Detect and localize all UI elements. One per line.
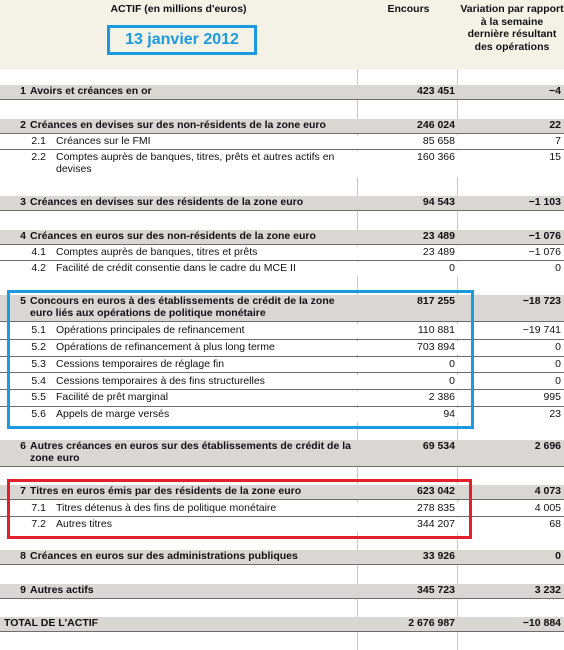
row-variation: 995 xyxy=(543,391,561,403)
row-encours: 94 xyxy=(443,408,455,420)
row-number: 7.1 xyxy=(31,502,46,514)
row-label: Concours en euros à des établissements de crédit de la zone euro liés aux opérations de politique monétaire xyxy=(30,295,335,319)
row-label: Autres créances en euros sur des établissements de crédit de la zone euro xyxy=(30,440,351,464)
row-number: 4.2 xyxy=(31,262,46,274)
total-encours: 2 676 987 xyxy=(408,617,455,629)
row-divider xyxy=(0,149,564,150)
row-variation: 0 xyxy=(555,341,561,353)
row-encours: 23 489 xyxy=(422,230,455,242)
row-encours: 0 xyxy=(449,358,455,370)
row-variation: 4 073 xyxy=(534,485,561,497)
row-variation: 23 xyxy=(549,408,561,420)
row-number: 7 xyxy=(20,485,26,497)
row-divider xyxy=(0,466,564,467)
row-variation: 0 xyxy=(555,262,561,274)
column-header-encours: Encours xyxy=(387,3,430,15)
row-divider xyxy=(0,244,564,245)
column-header-variation: Variation par rapport à la semaine dernière résultant des opérations xyxy=(460,3,564,53)
row-encours: 278 835 xyxy=(417,502,455,514)
row-divider xyxy=(0,133,564,134)
row-divider xyxy=(0,631,564,632)
row-label: Titres détenus à des fins de politique monétaire xyxy=(56,502,277,514)
table-row xyxy=(0,135,564,149)
highlight-box-red xyxy=(7,479,472,539)
row-label: Créances en euros sur des administrations publiques xyxy=(30,550,298,562)
row-number: 5.2 xyxy=(31,341,46,353)
row-number: 3 xyxy=(20,196,26,208)
row-number: 9 xyxy=(20,584,26,596)
row-label: Opérations de refinancement à plus long terme xyxy=(56,341,275,353)
row-encours: 0 xyxy=(449,262,455,274)
table-row xyxy=(0,119,564,133)
row-encours: 0 xyxy=(449,375,455,387)
row-number: 5.3 xyxy=(31,358,46,370)
row-encours: 69 534 xyxy=(422,440,455,452)
row-number: 5 xyxy=(20,295,26,307)
row-encours: 246 024 xyxy=(417,119,455,131)
row-variation: 22 xyxy=(549,119,561,131)
row-variation: 7 xyxy=(555,135,561,147)
table-title: ACTIF (en millions d'euros) xyxy=(110,3,247,15)
row-label: Comptes auprès de banques, titres et prêts xyxy=(56,246,258,258)
row-label: Facilité de prêt marginal xyxy=(56,391,169,403)
row-label: Comptes auprès de banques, titres, prêts et autres actifs en devises xyxy=(56,151,335,175)
row-number: 2.1 xyxy=(31,135,46,147)
total-row xyxy=(0,617,564,631)
table-row xyxy=(0,230,564,244)
row-label: Autres actifs xyxy=(30,584,94,596)
row-encours: 345 723 xyxy=(417,584,455,596)
row-divider xyxy=(0,598,564,599)
table-row xyxy=(0,196,564,210)
total-label: TOTAL DE L'ACTIF xyxy=(4,617,99,629)
row-number: 4 xyxy=(20,230,26,242)
row-divider xyxy=(0,260,564,261)
row-encours: 703 894 xyxy=(417,341,455,353)
row-encours: 344 207 xyxy=(417,518,455,530)
row-label: Créances en devises sur des résidents de la zone euro xyxy=(30,196,304,208)
table-header xyxy=(0,0,564,69)
row-number: 2 xyxy=(20,119,26,131)
row-label: Facilité de crédit consentie dans le cadre du MCE II xyxy=(56,262,296,274)
row-encours: 817 255 xyxy=(417,295,455,307)
row-number: 6 xyxy=(20,440,26,452)
row-variation: 4 005 xyxy=(534,502,561,514)
row-variation: −19 741 xyxy=(522,324,561,336)
row-encours: 160 366 xyxy=(417,151,455,163)
row-label: Créances en euros sur des non-résidents de la zone euro xyxy=(30,230,316,242)
row-label: Cessions temporaires de réglage fin xyxy=(56,358,225,370)
row-divider xyxy=(0,99,564,100)
row-variation: 68 xyxy=(549,518,561,530)
table-row xyxy=(0,151,564,177)
row-variation: −1 103 xyxy=(528,196,561,208)
row-number: 5.5 xyxy=(31,391,46,403)
row-label: Titres en euros émis par des résidents de la zone euro xyxy=(30,485,302,497)
row-number: 1 xyxy=(20,85,26,97)
row-encours: 85 658 xyxy=(422,135,455,147)
row-variation: −1 076 xyxy=(528,246,561,258)
row-variation: 0 xyxy=(555,358,561,370)
row-encours: 423 451 xyxy=(417,85,455,97)
row-variation: 2 696 xyxy=(534,440,561,452)
table-row xyxy=(0,85,564,99)
highlight-box-blue xyxy=(7,290,474,429)
row-number: 5.6 xyxy=(31,408,46,420)
table-row xyxy=(0,246,564,260)
row-number: 5.1 xyxy=(31,324,46,336)
row-label: Créances sur le FMI xyxy=(56,135,151,147)
row-variation: −1 076 xyxy=(528,230,561,242)
row-number: 5.4 xyxy=(31,375,46,387)
row-encours: 33 926 xyxy=(422,550,455,562)
row-label: Autres titres xyxy=(56,518,113,530)
row-encours: 23 489 xyxy=(422,246,455,258)
row-encours: 94 543 xyxy=(422,196,455,208)
table-row xyxy=(0,584,564,598)
table-row xyxy=(0,262,564,276)
row-label: Créances en devises sur des non-résidents de la zone euro xyxy=(30,119,326,131)
row-number: 4.1 xyxy=(31,246,46,258)
row-number: 2.2 xyxy=(31,151,46,163)
date-label: 13 janvier 2012 xyxy=(107,25,257,55)
total-variation: −10 884 xyxy=(522,617,561,629)
row-divider xyxy=(0,564,564,565)
row-variation: −4 xyxy=(549,85,561,97)
row-encours: 110 881 xyxy=(417,324,455,336)
row-variation: 3 232 xyxy=(534,584,561,596)
row-label: Appels de marge versés xyxy=(56,408,170,420)
row-encours: 623 042 xyxy=(417,485,455,497)
row-variation: 0 xyxy=(555,550,561,562)
row-label: Opérations principales de refinancement xyxy=(56,324,245,336)
table-row xyxy=(0,440,564,466)
row-divider xyxy=(0,210,564,211)
row-variation: 0 xyxy=(555,375,561,387)
row-number: 8 xyxy=(20,550,26,562)
row-encours: 2 386 xyxy=(428,391,455,403)
row-label: Cessions temporaires à des fins structurelles xyxy=(56,375,265,387)
row-variation: 15 xyxy=(549,151,561,163)
row-label: Avoirs et créances en or xyxy=(30,85,152,97)
row-number: 7.2 xyxy=(31,518,46,530)
row-variation: −18 723 xyxy=(522,295,561,307)
table-row xyxy=(0,550,564,564)
